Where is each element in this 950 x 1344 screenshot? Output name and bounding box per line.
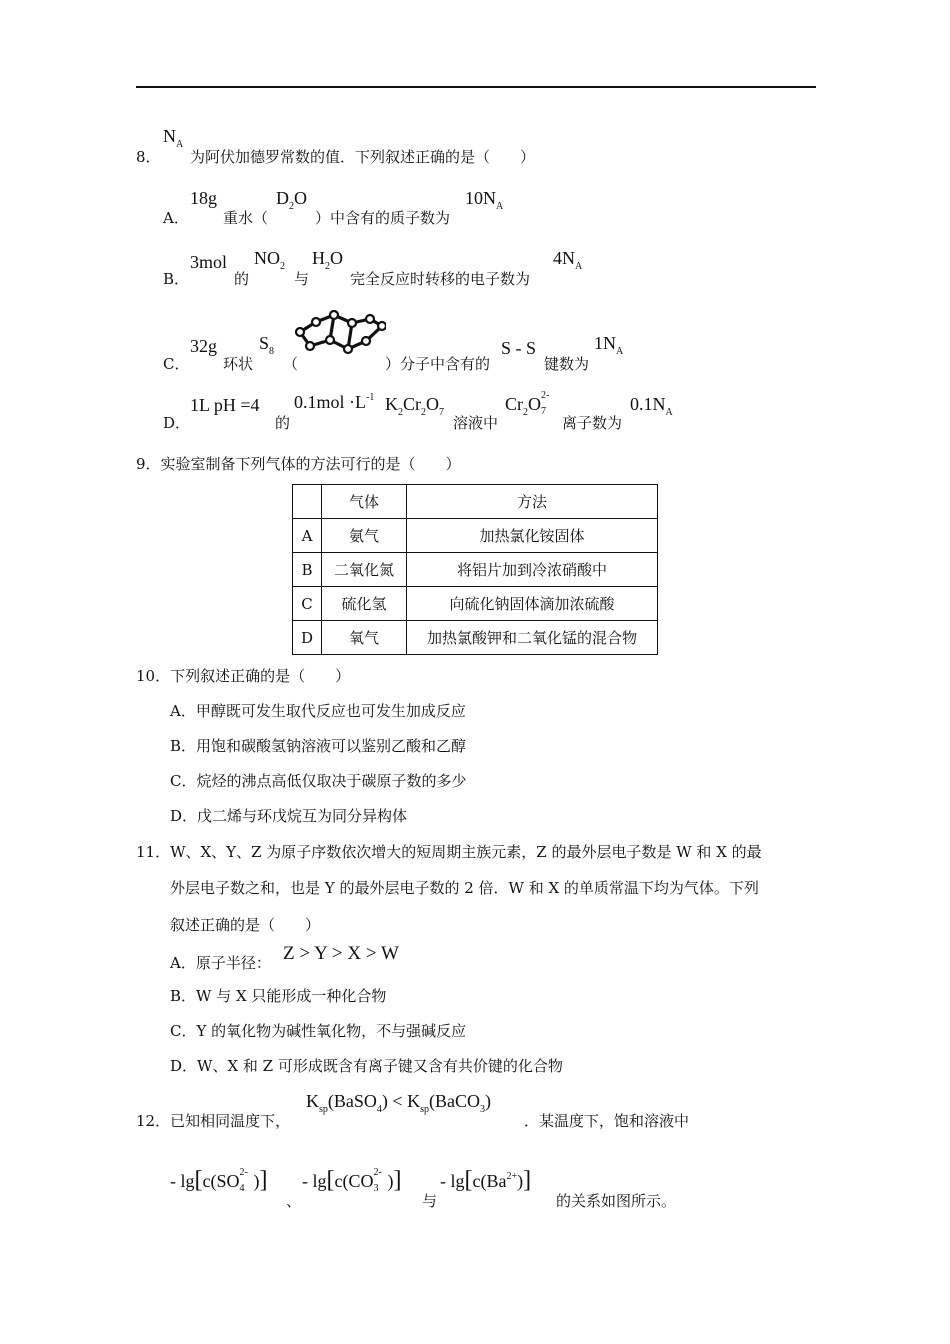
q8-d-text3: 离子数为	[562, 414, 623, 432]
q8-option-c-letter: C．	[163, 355, 190, 373]
table-cell: 将铝片加到冷浓硝酸中	[407, 553, 658, 587]
q11-stem-line-1: 11．W、X、Y、Z 为原子序数依次增大的短周期主族元素，Z 的最外层电子数是 W 和 X 的最	[136, 843, 762, 861]
q8-d-ph: 1L pH =4	[190, 395, 260, 415]
q8-na: $N_A$	[163, 126, 184, 150]
q12-lg-so4: - lg[c(SO 2- 4 )]	[170, 1167, 268, 1194]
q11-stem-line-2: 外层电子数之和，也是 Y 的最外层电子数的 2 倍．W 和 X 的单质常温下均为气体。下列	[170, 879, 759, 897]
q12-post: ．某温度下，饱和溶液中	[524, 1112, 690, 1130]
q11-option-b: B．W 与 X 只能形成一种化合物	[170, 987, 387, 1005]
q8-d-value: $0.1N_A$	[630, 394, 673, 418]
q8-b-amount: 3mol	[190, 252, 228, 272]
q11-stem-line-3: 叙述正确的是（ ）	[170, 916, 321, 934]
q8-number: 8．	[136, 148, 161, 166]
table-header-row	[293, 485, 658, 519]
q8-a-formula-d2o: $D_2O$	[276, 188, 307, 212]
q12-lg-ba: - $\lg[c(Ba^{2+})]$	[440, 1167, 532, 1193]
s8-ring-structure-icon	[294, 308, 386, 356]
q8-c-bond: S - S	[501, 338, 537, 358]
q8-d-text2: 溶液中	[453, 414, 499, 432]
q10-stem: 10．下列叙述正确的是（ ）	[136, 667, 351, 685]
q8-a-mass: 18g	[190, 188, 217, 208]
q8-c-text4: 键数为	[544, 355, 590, 373]
table-cell: B	[293, 553, 322, 587]
q10-option-b: B．用饱和碳酸氢钠溶液可以鉴别乙酸和乙醇	[170, 737, 467, 755]
table-header-cell: 方法	[407, 485, 658, 519]
q12-lg-co3: - lg[c(CO 2- 3 )]	[302, 1167, 402, 1194]
table-cell: C	[293, 587, 322, 621]
q8-d-concentration: $0.1mol \cdot L^{-1}$	[294, 392, 375, 412]
q8-option-d-letter: D．	[163, 414, 191, 432]
table-cell: 向硫化钠固体滴加浓硫酸	[407, 587, 658, 621]
q8-a-text1: 重水（	[223, 209, 269, 227]
table-row	[293, 587, 658, 621]
q11-option-a: A．原子半径：	[170, 954, 271, 972]
q8-b-formula-no2: $NO_2$	[254, 248, 285, 272]
table-cell: 二氧化氮	[322, 553, 407, 587]
q12-separator-1: 、	[286, 1192, 302, 1210]
q11-option-d: D．W、X 和 Z 可形成既含有离子键又含有共价键的化合物	[170, 1057, 563, 1075]
table-cell: D	[293, 621, 322, 655]
q8-option-b-letter: B．	[163, 270, 190, 288]
table-cell: 加热氯酸钾和二氧化锰的混合物	[407, 621, 658, 655]
q8-b-text2: 与	[294, 270, 310, 288]
q8-b-text1: 的	[234, 270, 250, 288]
table-cell: A	[293, 519, 322, 553]
gas-method-table	[292, 484, 658, 655]
q12-separator-2: 与	[422, 1192, 438, 1210]
table-cell: 硫化氢	[322, 587, 407, 621]
table-row	[293, 553, 658, 587]
q11-option-c: C．Y 的氧化物为碱性氧化物，不与强碱反应	[170, 1022, 467, 1040]
q10-option-c: C．烷烃的沸点高低仅取决于碳原子数的多少	[170, 772, 467, 790]
q8-a-text2: ）中含有的质子数为	[315, 209, 451, 227]
table-cell: 氨气	[322, 519, 407, 553]
table-header-cell	[293, 485, 322, 519]
q8-c-text2: （	[283, 355, 299, 373]
q8-c-formula-s8: $S_8$	[259, 333, 275, 357]
q12-ksp-inequality: $K_{sp}(BaSO_4)$ < $K_{sp}(BaCO_3)$	[306, 1091, 491, 1115]
header-rule	[136, 86, 816, 88]
q8-d-formula-k2cr2o7: $K_2Cr_2O_7$	[385, 394, 444, 418]
q8-a-value: $10N_A$	[465, 188, 504, 212]
q8-c-mass: 32g	[190, 336, 217, 356]
table-row	[293, 621, 658, 655]
q8-c-text3: ）分子中含有的	[385, 355, 491, 373]
q8-d-ion-cr2o7: $Cr_2O$ 2- 7	[505, 390, 550, 418]
q9-stem: 9．实验室制备下列气体的方法可行的是（ ）	[136, 455, 461, 473]
q10-option-d: D．戊二烯与环戊烷互为同分异构体	[170, 807, 408, 825]
q8-d-text1: 的	[275, 414, 291, 432]
q12-end: 的关系如图所示。	[556, 1192, 677, 1210]
q10-option-a: A．甲醇既可发生取代反应也可发生加成反应	[170, 702, 466, 720]
q8-b-text3: 完全反应时转移的电子数为	[350, 270, 531, 288]
q8-stem: 为阿伏加德罗常数的值．下列叙述正确的是（ ）	[190, 148, 536, 166]
q8-c-value: $1N_A$	[594, 333, 624, 357]
q12-pre: 12．已知相同温度下，	[136, 1112, 291, 1130]
table-row	[293, 519, 658, 553]
q8-c-text1: 环状	[223, 355, 254, 373]
q8-b-value: $4N_A$	[553, 248, 583, 272]
q11-option-a-formula: Z > Y > X > W	[283, 943, 399, 964]
table-header-cell: 气体	[322, 485, 407, 519]
q8-option-a-letter: A．	[163, 209, 189, 227]
table-cell: 氧气	[322, 621, 407, 655]
table-cell: 加热氯化铵固体	[407, 519, 658, 553]
q8-b-formula-h2o: $H_2O$	[312, 248, 343, 272]
